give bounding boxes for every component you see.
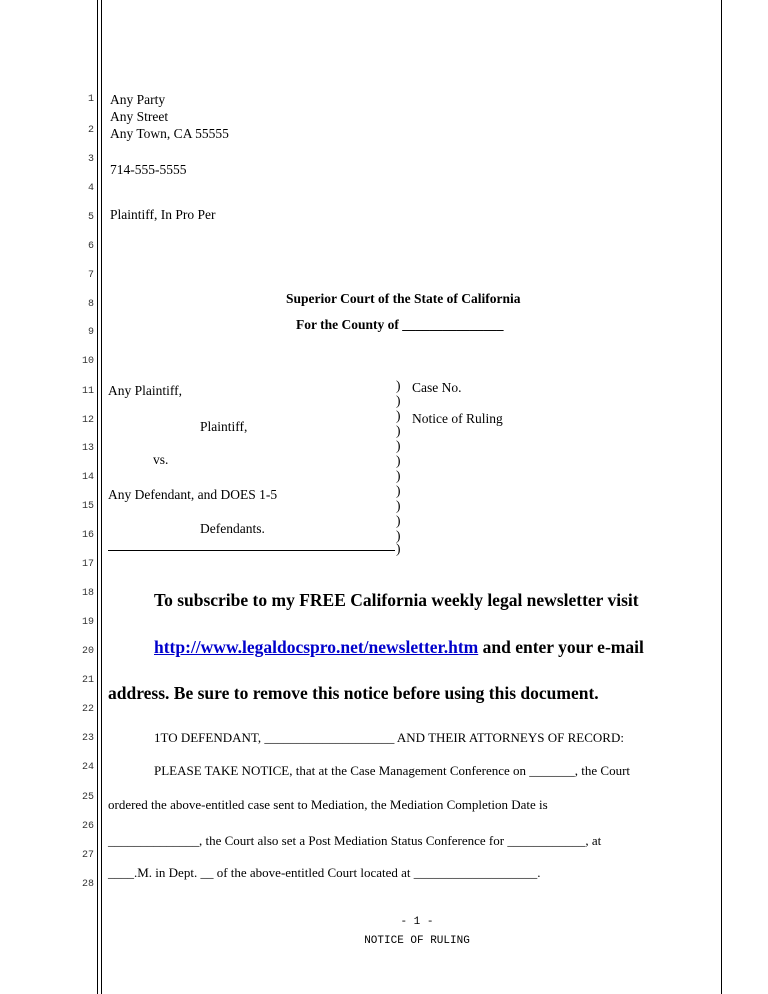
plaintiff-name: Any Plaintiff, (108, 383, 182, 398)
party-role: Plaintiff, In Pro Per (110, 207, 216, 222)
court-county: For the County of _______________ (296, 317, 504, 332)
caption-paren: ) (396, 408, 401, 423)
document-title: Notice of Ruling (412, 411, 503, 426)
line-number: 28 (81, 879, 94, 890)
party-street: Any Street (110, 109, 169, 124)
line-number: 21 (81, 675, 94, 686)
line-number: 3 (87, 154, 94, 165)
plaintiff-label: Plaintiff, (200, 419, 248, 434)
left-margin-line-inner (101, 0, 102, 994)
line-number: 14 (81, 472, 94, 483)
line-number: 17 (81, 559, 94, 570)
line-number: 20 (81, 646, 94, 657)
caption-underline (108, 550, 395, 551)
case-number-label: Case No. (412, 380, 462, 395)
line-number: 12 (81, 415, 94, 426)
line-number: 26 (81, 821, 94, 832)
line-number: 18 (81, 588, 94, 599)
notice-line-1: To subscribe to my FREE California weekly legal newsletter visit (154, 590, 639, 610)
line-number: 9 (87, 327, 94, 338)
defendant-label: Defendants. (200, 521, 265, 536)
line-number: 16 (81, 530, 94, 541)
body-paragraph-2: PLEASE TAKE NOTICE, that at the Case Management Conference on _______, the Court (154, 763, 631, 778)
body-paragraph-3: ordered the above-entitled case sent to Mediation, the Mediation Completion Date is (108, 797, 548, 812)
body-paragraph-5: ____.M. in Dept. __ of the above-entitled Court located at ___________________. (108, 865, 541, 880)
defendant-name: Any Defendant, and DOES 1-5 (108, 487, 278, 502)
left-margin-line-outer (97, 0, 98, 994)
line-number: 1 (87, 94, 94, 105)
caption-paren: ) (396, 438, 401, 453)
line-number: 15 (81, 501, 94, 512)
caption-paren: ) (396, 378, 401, 393)
line-number: 25 (81, 792, 94, 803)
court-title: Superior Court of the State of California (286, 291, 521, 306)
line-number: 11 (81, 386, 94, 397)
notice-line-3: address. Be sure to remove this notice before using this document. (108, 683, 599, 703)
line-number: 13 (81, 443, 94, 454)
line-number: 19 (81, 617, 94, 628)
notice-line-2-rest: and enter your e-mail (478, 637, 644, 657)
line-number: 27 (81, 850, 94, 861)
line-number: 5 (87, 212, 94, 223)
body-paragraph-4: ______________, the Court also set a Post Mediation Status Conference for ____________, at (108, 833, 602, 848)
line-number: 23 (81, 733, 94, 744)
notice-line-2 (154, 637, 644, 657)
body-paragraph-1: 1TO DEFENDANT, ____________________ AND THEIR ATTORNEYS OF RECORD: (154, 730, 624, 745)
caption-paren: ) (396, 528, 401, 543)
party-city: Any Town, CA 55555 (110, 126, 229, 141)
line-number: 22 (81, 704, 94, 715)
line-number: 10 (81, 356, 94, 367)
party-phone: 714-555-5555 (110, 162, 187, 177)
footer-title: NOTICE OF RULING (364, 935, 470, 947)
line-number: 4 (87, 183, 94, 194)
line-number: 2 (87, 125, 94, 136)
caption-paren: ) (396, 483, 401, 498)
line-number: 6 (87, 241, 94, 252)
caption-paren: ) (396, 423, 401, 438)
line-number: 24 (81, 762, 94, 773)
caption-paren: ) (396, 513, 401, 528)
caption-paren: ) (396, 498, 401, 513)
page-number: - 1 - (400, 916, 434, 928)
caption-paren: ) (396, 453, 401, 468)
caption-paren: ) (396, 541, 401, 556)
caption-paren: ) (396, 468, 401, 483)
line-number: 7 (87, 270, 94, 281)
right-margin-line (721, 0, 722, 994)
caption-paren: ) (396, 393, 401, 408)
newsletter-link[interactable]: http://www.legaldocspro.net/newsletter.htm (154, 637, 479, 657)
party-name: Any Party (110, 92, 166, 107)
line-number: 8 (87, 299, 94, 310)
versus-label: vs. (153, 452, 169, 467)
